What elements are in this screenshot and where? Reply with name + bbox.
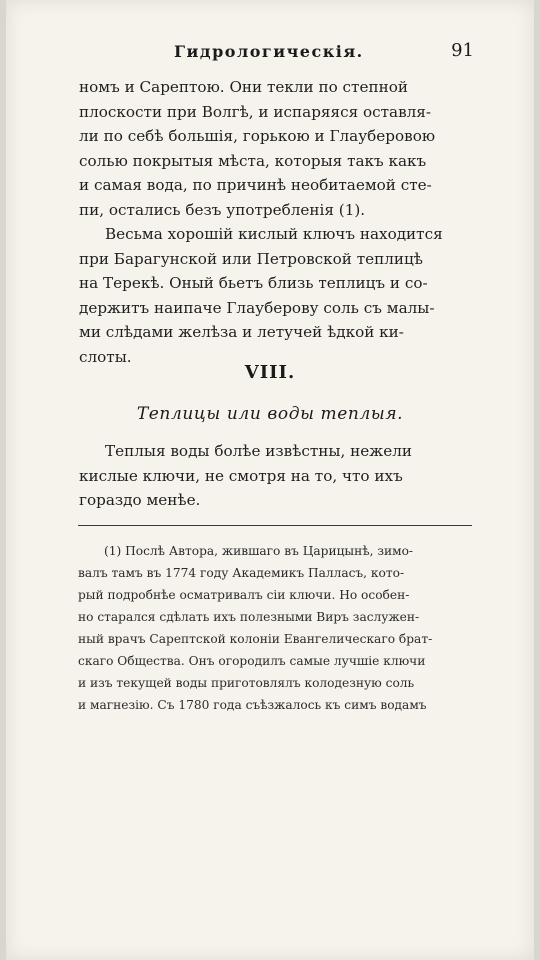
text-line: слоты. [79, 347, 132, 366]
footnote-line: но старался сдѣлать ихъ полезными Виръ заслужен- [78, 610, 420, 624]
footnote-line: скаго Общества. Онъ огородилъ самые лучшіе ключи [78, 654, 426, 668]
text-line: кислые ключи, не смотря на то, что ихъ [79, 466, 403, 485]
section-title: Теплицы или воды теплыя. [136, 404, 404, 424]
footnote-line: рый подробнѣе осматривалъ сіи ключи. Но особен- [78, 588, 410, 602]
text-line: номъ и Сарептою. Они текли по степной [79, 78, 408, 96]
running-title: Гидрологическія. [174, 42, 364, 61]
running-header [174, 42, 474, 66]
section-number: VIII. [244, 362, 296, 383]
text-line: на Терекѣ. Оный бьетъ близь теплицъ и со- [79, 274, 428, 292]
text-line: плоскости при Волгѣ, и испаряяся оставля- [79, 102, 432, 121]
page-number: 91 [451, 40, 474, 61]
text-line: пи, остались безъ употребленія (1). [79, 200, 366, 219]
text-line: солью покрытыя мѣста, которыя такъ какъ [79, 151, 427, 170]
section-text [79, 439, 467, 513]
text-line: держитъ наипаче Глауберову соль съ малы- [79, 298, 435, 317]
footnote-line: ный врачъ Сарептской колоніи Евангелическаго брат- [78, 632, 433, 646]
footnote [78, 540, 470, 716]
main-text [79, 75, 467, 369]
book-page [6, 0, 534, 960]
text-line: Весьма хорошій кислый ключъ находится [105, 225, 443, 243]
text-line: гораздо менѣе. [79, 491, 201, 509]
text-line: и самая вода, по причинѣ необитаемой сте- [79, 176, 432, 194]
footnote-divider [78, 525, 472, 526]
footnote-line: (1) Послѣ Автора, жившаго въ Царицынѣ, зимо- [104, 544, 414, 558]
footnote-line: и изъ текущей воды приготовлялъ колодезную соль [78, 676, 415, 690]
footnote-line: и магнезію. Съ 1780 года съѣзжалось къ симъ водамъ [78, 698, 427, 712]
text-line: ли по себѣ большія, горькою и Глауберовою [79, 127, 436, 145]
text-line: Теплыя воды болѣе извѣстны, нежели [105, 442, 412, 460]
text-line: при Барагунской или Петровской теплицѣ [79, 249, 423, 268]
footnote-line: валъ тамъ въ 1774 году Академикъ Палласъ, кото- [78, 566, 405, 580]
text-line: ми слѣдами желѣза и летучей ѣдкой ки- [79, 323, 404, 341]
